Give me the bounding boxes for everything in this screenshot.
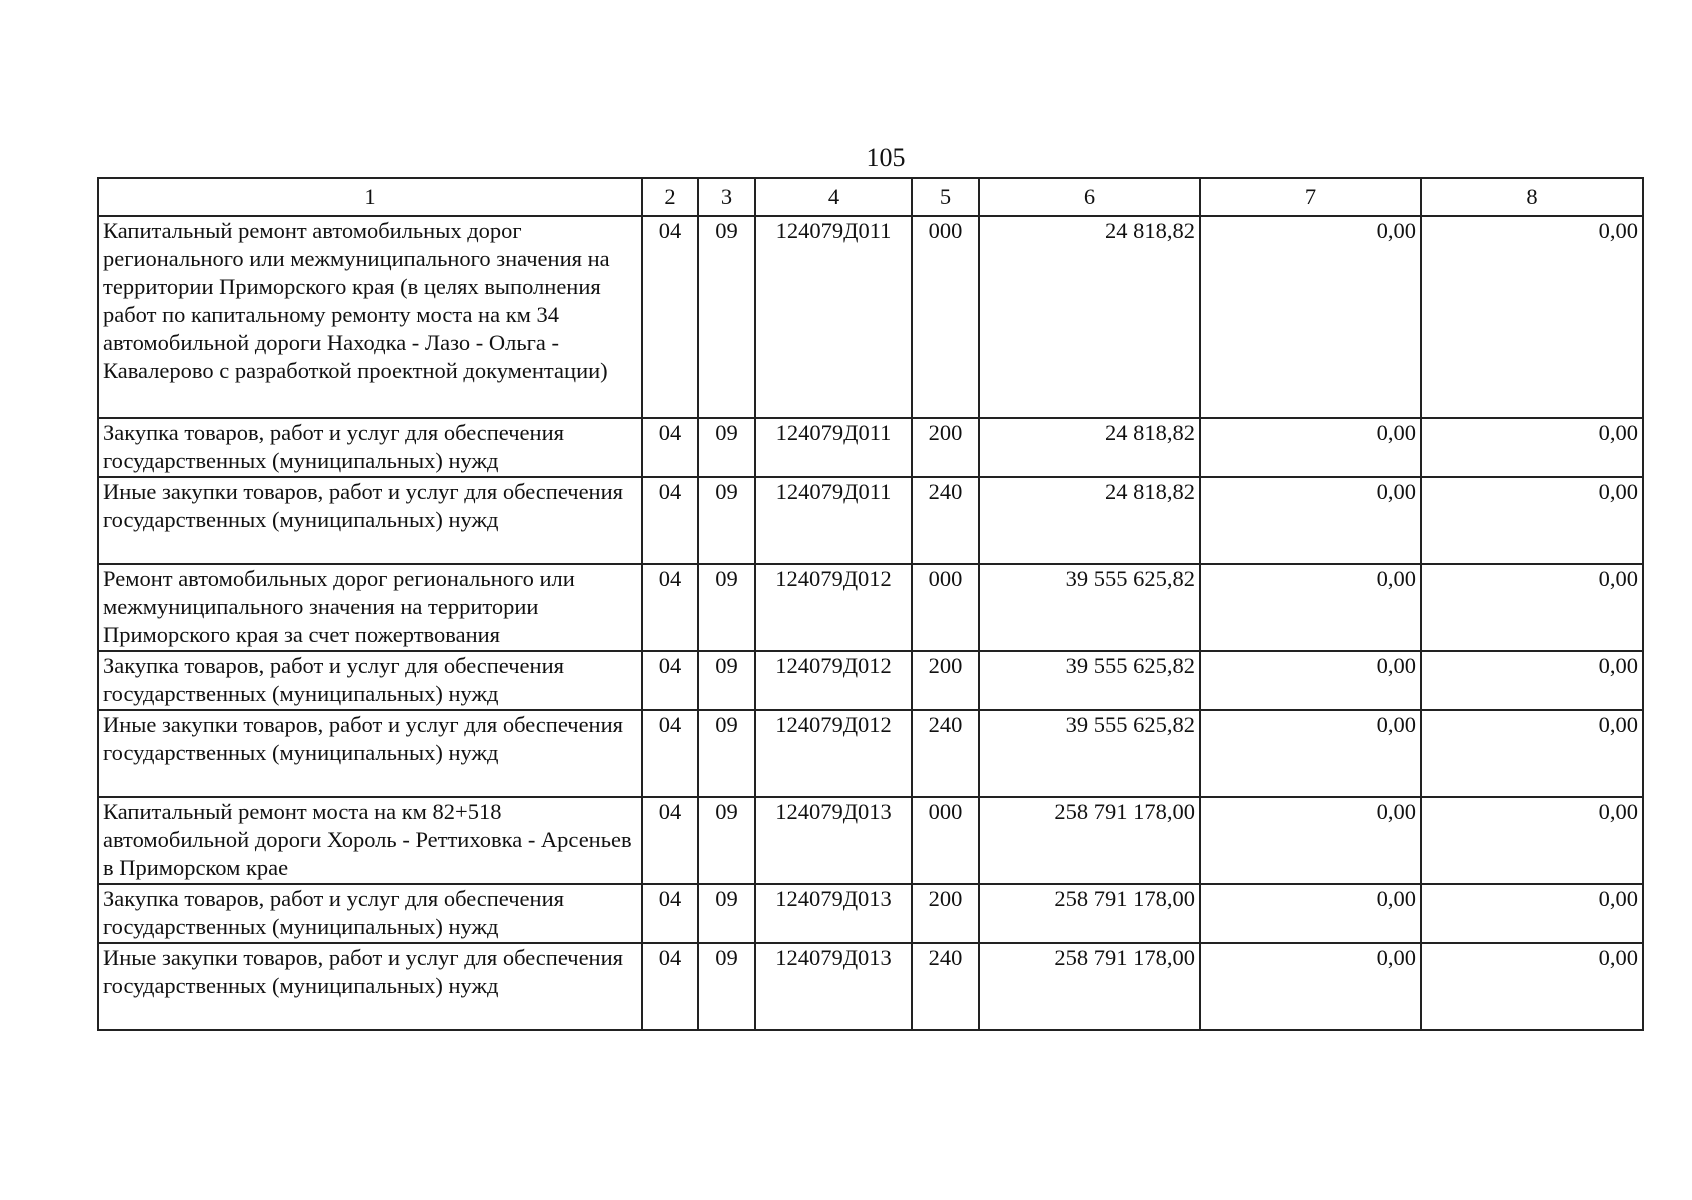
amount-col6: 24 818,82 — [979, 216, 1200, 418]
target-article-code: 124079Д013 — [755, 884, 912, 943]
page-number: 105 — [866, 143, 906, 172]
amount-col8: 0,00 — [1421, 418, 1643, 477]
expense-type-code: 000 — [912, 797, 979, 884]
amount-col8: 0,00 — [1421, 797, 1643, 884]
amount-col8: 0,00 — [1421, 564, 1643, 651]
table-row — [98, 797, 1643, 884]
row-name: Закупка товаров, работ и услуг для обеспечения государственных (муниципальных) нужд — [98, 651, 642, 710]
expense-type-code: 200 — [912, 418, 979, 477]
amount-col7: 0,00 — [1200, 216, 1421, 418]
row-name: Капитальный ремонт автомобильных дорог регионального или межмуниципального значения на территории Приморского края (в целях выполнения работ по капитальному ремонту моста на км 34 автомобильной дороги Находка - Лазо - Ольга - Кавалерово с разработкой проектной документации) — [98, 216, 642, 418]
amount-col6: 24 818,82 — [979, 477, 1200, 564]
amount-col7: 0,00 — [1200, 710, 1421, 797]
row-name: Закупка товаров, работ и услуг для обеспечения государственных (муниципальных) нужд — [98, 884, 642, 943]
row-name: Ремонт автомобильных дорог регионального или межмуниципального значения на территории Приморского края за счет пожертвования — [98, 564, 642, 651]
amount-col7: 0,00 — [1200, 477, 1421, 564]
amount-col8: 0,00 — [1421, 651, 1643, 710]
expense-type-code: 000 — [912, 216, 979, 418]
section-code: 04 — [642, 943, 698, 1030]
section-code: 04 — [642, 564, 698, 651]
subsection-code: 09 — [698, 797, 755, 884]
section-code: 04 — [642, 477, 698, 564]
section-code: 04 — [642, 797, 698, 884]
row-name: Иные закупки товаров, работ и услуг для обеспечения государственных (муниципальных) нужд — [98, 710, 642, 797]
subsection-code: 09 — [698, 477, 755, 564]
column-header: 1 — [98, 178, 642, 216]
amount-col7: 0,00 — [1200, 884, 1421, 943]
column-header: 8 — [1421, 178, 1643, 216]
amount-col8: 0,00 — [1421, 216, 1643, 418]
target-article-code: 124079Д012 — [755, 564, 912, 651]
expense-type-code: 240 — [912, 943, 979, 1030]
column-header: 4 — [755, 178, 912, 216]
target-article-code: 124079Д012 — [755, 651, 912, 710]
amount-col6: 24 818,82 — [979, 418, 1200, 477]
row-name: Иные закупки товаров, работ и услуг для обеспечения государственных (муниципальных) нужд — [98, 943, 642, 1030]
table-row — [98, 477, 1643, 564]
column-header: 6 — [979, 178, 1200, 216]
expense-type-code: 240 — [912, 477, 979, 564]
amount-col8: 0,00 — [1421, 710, 1643, 797]
target-article-code: 124079Д013 — [755, 797, 912, 884]
expense-type-code: 000 — [912, 564, 979, 651]
expense-type-code: 200 — [912, 651, 979, 710]
amount-col7: 0,00 — [1200, 564, 1421, 651]
budget-table — [97, 177, 1644, 1031]
amount-col6: 39 555 625,82 — [979, 651, 1200, 710]
row-name: Иные закупки товаров, работ и услуг для обеспечения государственных (муниципальных) нужд — [98, 477, 642, 564]
section-code: 04 — [642, 418, 698, 477]
target-article-code: 124079Д011 — [755, 216, 912, 418]
subsection-code: 09 — [698, 710, 755, 797]
target-article-code: 124079Д013 — [755, 943, 912, 1030]
table-row — [98, 710, 1643, 797]
amount-col6: 258 791 178,00 — [979, 884, 1200, 943]
amount-col7: 0,00 — [1200, 651, 1421, 710]
amount-col6: 39 555 625,82 — [979, 564, 1200, 651]
subsection-code: 09 — [698, 943, 755, 1030]
table-row — [98, 564, 1643, 651]
table-row — [98, 651, 1643, 710]
expense-type-code: 240 — [912, 710, 979, 797]
section-code: 04 — [642, 884, 698, 943]
expense-type-code: 200 — [912, 884, 979, 943]
amount-col6: 258 791 178,00 — [979, 943, 1200, 1030]
section-code: 04 — [642, 710, 698, 797]
header-row — [98, 178, 1643, 216]
subsection-code: 09 — [698, 418, 755, 477]
target-article-code: 124079Д012 — [755, 710, 912, 797]
amount-col6: 39 555 625,82 — [979, 710, 1200, 797]
subsection-code: 09 — [698, 216, 755, 418]
amount-col7: 0,00 — [1200, 418, 1421, 477]
row-name: Капитальный ремонт моста на км 82+518 автомобильной дороги Хороль - Реттиховка - Арсеньев в Приморском крае — [98, 797, 642, 884]
section-code: 04 — [642, 216, 698, 418]
subsection-code: 09 — [698, 564, 755, 651]
amount-col8: 0,00 — [1421, 477, 1643, 564]
table-row — [98, 216, 1643, 418]
subsection-code: 09 — [698, 651, 755, 710]
column-header: 7 — [1200, 178, 1421, 216]
row-name: Закупка товаров, работ и услуг для обеспечения государственных (муниципальных) нужд — [98, 418, 642, 477]
target-article-code: 124079Д011 — [755, 418, 912, 477]
amount-col6: 258 791 178,00 — [979, 797, 1200, 884]
column-header: 2 — [642, 178, 698, 216]
column-header: 3 — [698, 178, 755, 216]
amount-col8: 0,00 — [1421, 943, 1643, 1030]
amount-col8: 0,00 — [1421, 884, 1643, 943]
column-header: 5 — [912, 178, 979, 216]
target-article-code: 124079Д011 — [755, 477, 912, 564]
amount-col7: 0,00 — [1200, 943, 1421, 1030]
table-row — [98, 418, 1643, 477]
table-row — [98, 943, 1643, 1030]
amount-col7: 0,00 — [1200, 797, 1421, 884]
section-code: 04 — [642, 651, 698, 710]
table-row — [98, 884, 1643, 943]
subsection-code: 09 — [698, 884, 755, 943]
